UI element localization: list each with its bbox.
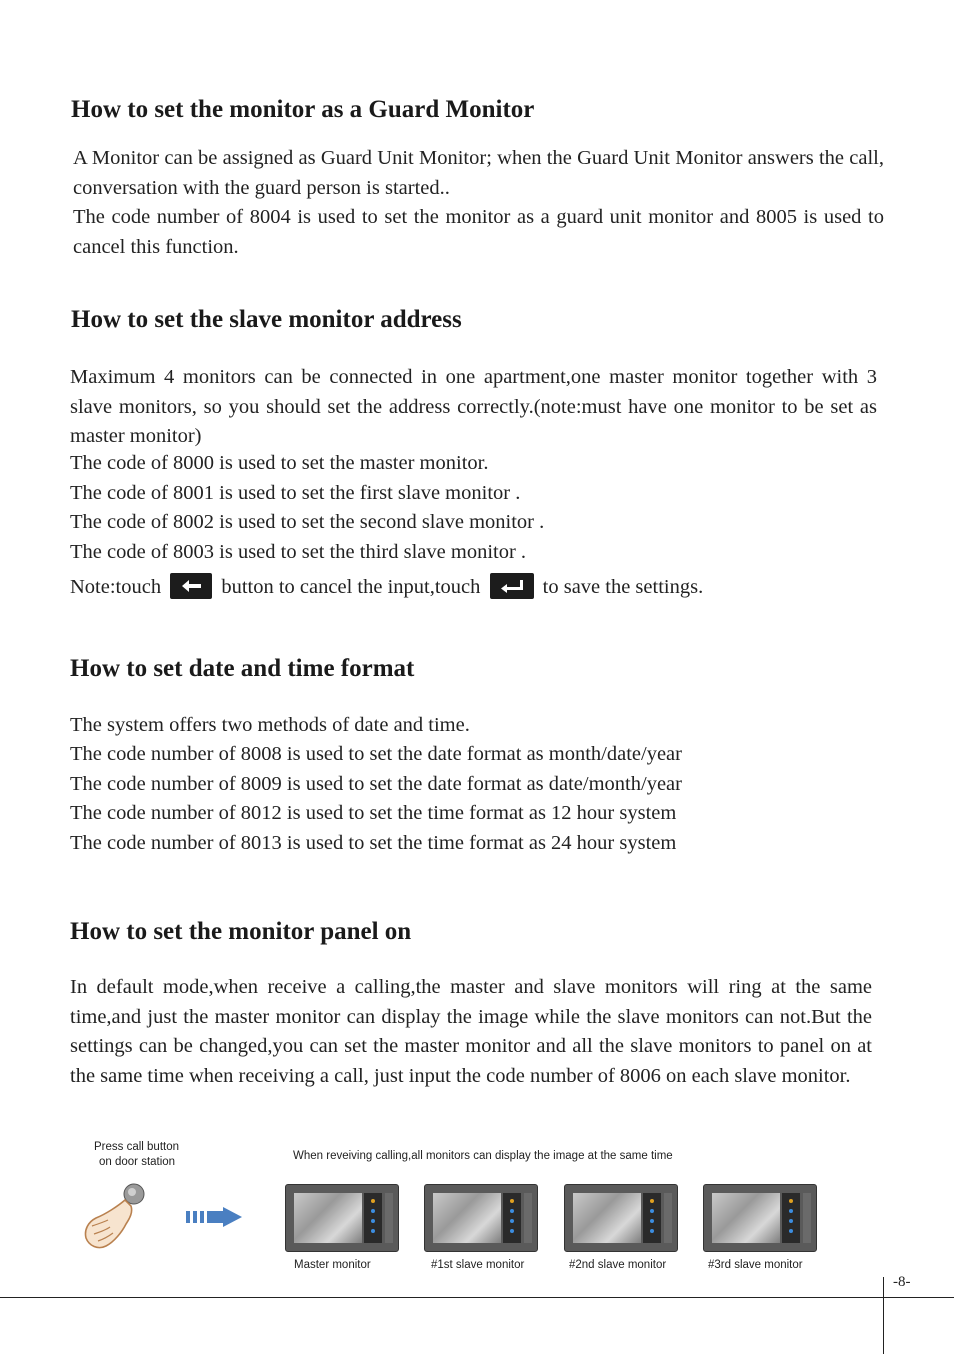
panel-on-description: In default mode,when receive a calling,the master and slave monitors will ring at the same time,and just the master monitor can display the image while the slave monitors can not.But the settings can be changed,you can set the master monitor and all the slave monitors to panel on at the same time when receiving a call, just input the code number of 8006 on each slave monitor. (70, 976, 872, 1087)
guard-monitor-description: A Monitor can be assigned as Guard Unit Monitor; when the Guard Unit Monitor answers the call, conversation with the guard person is started.. (73, 147, 884, 199)
arrow-right-icon (184, 1206, 244, 1228)
section-title-date-time: How to set date and time format (70, 655, 415, 682)
section-title-slave-address: How to set the slave monitor address (71, 306, 462, 333)
code-8008-line: The code number of 8008 is used to set the date format as month/date/year (70, 743, 682, 765)
code-8002-line: The code of 8002 is used to set the second slave monitor . (70, 511, 545, 533)
code-8012-line: The code number of 8012 is used to set the time format as 12 hour system (70, 802, 677, 824)
footer-vertical-rule (883, 1277, 884, 1354)
slave-monitor-1-image (424, 1184, 538, 1252)
code-8003-line: The code of 8003 is used to set the third slave monitor . (70, 541, 527, 563)
press-label-line1: Press call button (94, 1141, 180, 1153)
note-line (70, 573, 703, 599)
guard-monitor-codes: The code number of 8004 is used to set the monitor as a guard unit monitor and 8005 is used to cancel this function. (73, 206, 884, 258)
code-8013-line: The code number of 8013 is used to set the time format as 24 hour system (70, 832, 677, 854)
slave-monitor-3-image (703, 1184, 817, 1252)
slave-address-description: Maximum 4 monitors can be connected in one apartment,one master monitor together with 3 slave monitors, so you should set the address correctly.(note:must have one monitor to be set as master monitor) (70, 366, 877, 448)
date-time-intro: The system offers two methods of date and time. (70, 714, 470, 736)
hand-press-icon (78, 1180, 150, 1254)
note-middle: button to cancel the input,touch (221, 576, 481, 598)
monitor-label-slave-1: #1st slave monitor (431, 1259, 525, 1271)
code-8009-line: The code number of 8009 is used to set the date format as date/month/year (70, 773, 682, 795)
section-title-panel-on: How to set the monitor panel on (70, 918, 412, 945)
note-suffix: to save the settings. (542, 576, 704, 598)
section-title-guard-monitor: How to set the monitor as a Guard Monitor (71, 96, 535, 123)
monitor-label-slave-2: #2nd slave monitor (569, 1259, 667, 1271)
note-prefix: Note:touch (70, 576, 162, 598)
page-number: -8- (893, 1274, 911, 1290)
diagram-caption: When reveiving calling,all monitors can display the image at the same time (293, 1150, 673, 1162)
back-arrow-icon (170, 573, 212, 599)
slave-monitor-2-image (564, 1184, 678, 1252)
monitor-label-slave-3: #3rd slave monitor (708, 1259, 803, 1271)
code-8001-line: The code of 8001 is used to set the first slave monitor . (70, 482, 521, 504)
code-8000-line: The code of 8000 is used to set the master monitor. (70, 452, 489, 474)
master-monitor-image (285, 1184, 399, 1252)
enter-icon (490, 573, 534, 599)
footer-horizontal-rule (0, 1297, 954, 1298)
press-label-line2: on door station (99, 1156, 176, 1168)
monitor-label-master: Master monitor (294, 1259, 371, 1271)
